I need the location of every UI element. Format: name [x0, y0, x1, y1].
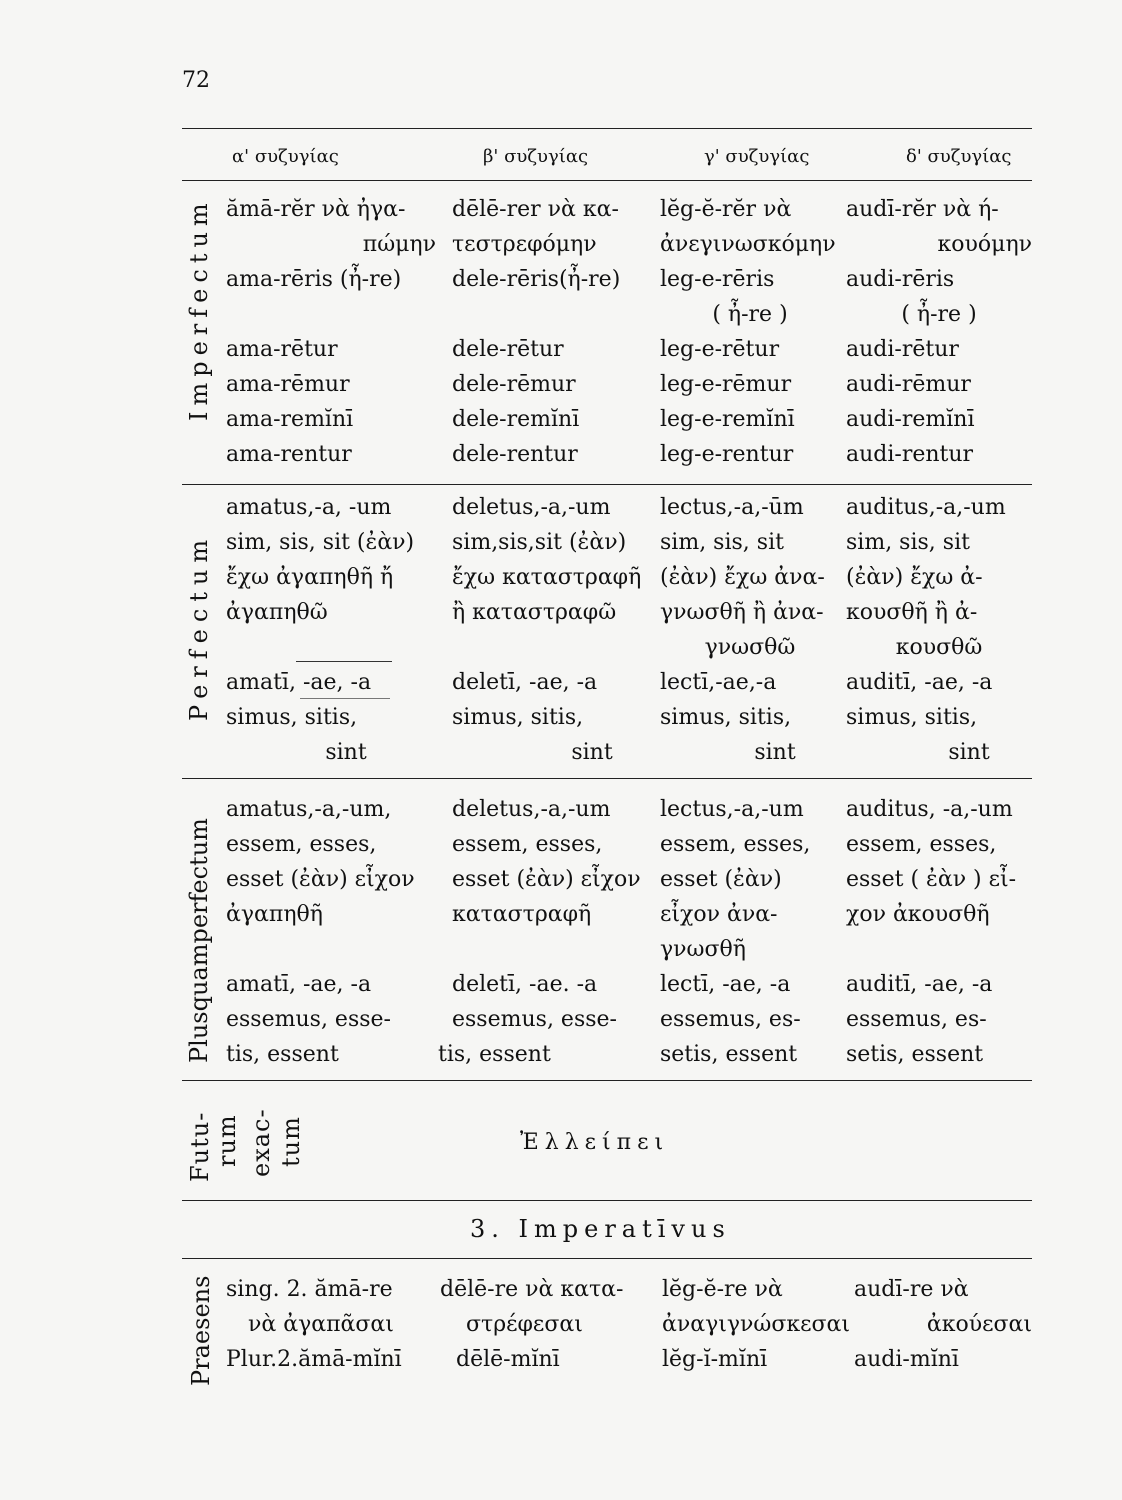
perfectum-col1 — [226, 490, 436, 770]
cell-line: amatus,-a,-um, — [226, 797, 392, 822]
imperfectum-col4 — [846, 192, 1032, 472]
cell-line: ἀκούεσαι — [926, 1312, 1032, 1337]
imperative-title: 3. Imperatīvus — [470, 1215, 731, 1243]
cell-line: lectī,-ae,-a — [660, 670, 777, 695]
cell-line: essem, esses, — [226, 832, 377, 857]
cell-line: ama-rēris (ἦ-re) — [226, 267, 402, 292]
label-tum: tum — [277, 1116, 305, 1167]
cell-line: sim, sis, sit (ἐὰν) — [226, 530, 415, 555]
cell-line: γνωσθῶ — [704, 635, 796, 660]
cell-line: audi-rētur — [846, 337, 959, 362]
cell-line: audi-remĭnī — [846, 407, 975, 432]
cell-line: ἔχω ἀγαπηθῆ ἤ — [226, 565, 394, 590]
rule-top — [182, 128, 1032, 129]
cell-line: deletus,-a,-um — [452, 495, 611, 520]
rule-futurum — [182, 1200, 1032, 1201]
cell-line: simus, sitis, — [226, 705, 358, 730]
cell-line: lĕg-ĕ-re νὰ — [662, 1277, 783, 1302]
label-praesens: Praesens — [187, 1275, 215, 1386]
cell-line: dele-rentur — [452, 442, 578, 467]
cell-line — [452, 297, 652, 332]
praesens-col2 — [440, 1272, 650, 1377]
cell-line: amatī, -ae, -a — [226, 972, 372, 997]
cell-line: dele-remĭnī — [452, 407, 580, 432]
cell-line: audi-rentur — [846, 442, 974, 467]
rule-perfectum — [182, 778, 1032, 779]
cell-line: essem, esses, — [846, 832, 997, 857]
cell-line: ἢ καταστραφῶ — [452, 600, 617, 625]
cell-line: (ἐὰν) ἔχω ἀνα- — [660, 565, 825, 590]
perfectum-col4 — [846, 490, 1032, 770]
rule-imperative — [182, 1258, 1032, 1259]
cell-line: deletus,-a,-um — [452, 797, 611, 822]
praesens-col1 — [226, 1272, 436, 1377]
cell-line: essem, esses, — [660, 832, 811, 857]
cell-line: ama-rētur — [226, 337, 338, 362]
header-col4: δ' συζυγίας — [906, 146, 1012, 167]
perfectum-col2 — [452, 490, 652, 770]
cell-line: lectus,-a,-ūm — [660, 495, 804, 520]
cell-line: dele-rētur — [452, 337, 564, 362]
cell-line: auditī, -ae, -a — [846, 670, 993, 695]
cell-line: essemus, esse- — [452, 1007, 617, 1032]
cell-line: tis, essent — [226, 1042, 339, 1067]
header-col2: β' συζυγίας — [483, 146, 589, 167]
cell-line: leg-e-rēmur — [660, 372, 792, 397]
cell-line: κουόμην — [937, 232, 1032, 257]
label-exac: exac- — [247, 1108, 275, 1177]
cell-line: dēlē-mĭnī — [456, 1347, 560, 1372]
cell-line: sing. 2. ămā-re — [226, 1277, 393, 1302]
cell-line: amatī, -ae, -a — [226, 670, 372, 695]
cell-line: esset (ἐὰν) εἶχον — [226, 867, 415, 892]
cell-line: audī-re νὰ — [854, 1277, 969, 1302]
cell-line: esset (ἐὰν) εἶχον — [452, 867, 641, 892]
cell-line: ămā-rĕr νὰ ἠγα- — [226, 197, 406, 222]
plusquam-col4 — [846, 792, 1032, 1072]
cell-line: esset ( ἐὰν ) εἶ- — [846, 867, 1017, 892]
cell-line: lectī, -ae, -a — [660, 972, 791, 997]
cell-line: τεστρεφόμην — [452, 232, 597, 257]
cell-line: deletī, -ae. -a — [452, 972, 598, 997]
cell-line: ama-rēmur — [226, 372, 350, 397]
cell-line: audi-rēris — [846, 267, 955, 292]
cell-line: leg-e-rētur — [660, 337, 780, 362]
cell-line: sint — [325, 740, 367, 765]
cell-line: χον ἀκουσθῆ — [846, 902, 990, 927]
cell-line: dele-rēmur — [452, 372, 576, 397]
cell-line: simus, sitis, — [846, 705, 978, 730]
cell-line: εἶχον ἀνα- — [660, 902, 778, 927]
cell-line: lĕg-ĕ-rĕr νὰ — [660, 197, 792, 222]
cell-line: ama-rentur — [226, 442, 352, 467]
page-number: 72 — [182, 68, 210, 93]
cell-line: leg-e-rēris — [660, 267, 775, 292]
cell-line: πώμην — [362, 232, 436, 257]
cell-line: leg-e-remĭnī — [660, 407, 795, 432]
plusquam-col2 — [438, 792, 652, 1072]
label-rum: rum — [213, 1114, 241, 1167]
cell-line: ἀγαπηθῶ — [226, 600, 328, 625]
cell-line: ἀναγιγνώσκεσαι — [662, 1312, 850, 1337]
cell-line: νὰ ἀγαπᾶσαι — [248, 1312, 394, 1337]
cell-line: Plur.2.ămā-mĭnī — [226, 1347, 402, 1372]
imperfectum-col3 — [660, 192, 840, 472]
cell-line: καταστραφῆ — [452, 902, 592, 927]
header-col1: α' συζυγίας — [232, 146, 339, 167]
cell-line: deletī, -ae, -a — [452, 670, 598, 695]
cell-line: κουσθῶ — [895, 635, 983, 660]
cell-line: lectus,-a,-um — [660, 797, 804, 822]
rule-plusquam — [182, 1080, 1032, 1081]
rule-header — [182, 180, 1032, 181]
cell-line: auditī, -ae, -a — [846, 972, 993, 997]
header-col3: γ' συζυγίας — [704, 146, 810, 167]
cell-line — [226, 630, 436, 665]
futurum-missing-text: Ἐλλείπει — [520, 1130, 670, 1155]
cell-line — [452, 630, 652, 665]
cell-line: sim,sis,sit (ἐὰν) — [452, 530, 627, 555]
cell-line: ( ἦ-re ) — [712, 302, 788, 327]
cell-line: lĕg-ĭ-mĭnī — [662, 1347, 768, 1372]
praesens-col3 — [662, 1272, 850, 1377]
cell-line: dele-rēris(ἦ-re) — [452, 267, 621, 292]
perfectum-col3 — [660, 490, 840, 770]
cell-line — [452, 932, 652, 967]
cell-line: ἀγαπηθῆ — [226, 902, 323, 927]
imperfectum-col2 — [452, 192, 652, 472]
rule-imperfectum — [182, 484, 1032, 485]
cell-line: essemus, es- — [846, 1007, 987, 1032]
label-plusquamperfectum: Plusquamperfectum — [185, 818, 213, 1063]
cell-line: ἀνεγινωσκόμην — [660, 232, 836, 257]
cell-line: audi-mĭnī — [854, 1347, 959, 1372]
cell-line: dēlē-re νὰ κατα- — [440, 1277, 624, 1302]
cell-line — [846, 932, 1032, 967]
cell-line: setis, essent — [846, 1042, 984, 1067]
cell-line: sint — [754, 740, 796, 765]
label-imperfectum: Imperfectum — [185, 197, 213, 421]
cell-line: auditus,-a,-um — [846, 495, 1006, 520]
cell-line: audi-rēmur — [846, 372, 971, 397]
cell-line: amatus,-a, -um — [226, 495, 392, 520]
cell-line: auditus, -a,-um — [846, 797, 1013, 822]
cell-line: γνωσθῆ ἢ ἀνα- — [660, 600, 824, 625]
cell-line — [226, 297, 436, 332]
cell-line: sim, sis, sit — [846, 530, 970, 555]
praesens-col4 — [848, 1272, 1032, 1377]
cell-line: leg-e-rentur — [660, 442, 794, 467]
cell-line: στρέφεσαι — [466, 1312, 583, 1337]
plusquam-col3 — [660, 792, 840, 1072]
imperfectum-col1 — [226, 192, 436, 472]
cell-line: ἔχω καταστραφῆ — [452, 565, 642, 590]
label-futu: Futu- — [186, 1111, 214, 1182]
cell-line: simus, sitis, — [452, 705, 584, 730]
cell-line: κουσθῆ ἢ ἀ- — [846, 600, 978, 625]
cell-line: simus, sitis, — [660, 705, 792, 730]
cell-line: (ἐὰν) ἔχω ἀ- — [846, 565, 983, 590]
cell-line: esset (ἐὰν) — [660, 867, 782, 892]
cell-line: γνωσθῆ — [660, 937, 746, 962]
cell-line: sint — [948, 740, 990, 765]
cell-line: setis, essent — [660, 1042, 798, 1067]
cell-line: ama-remĭnī — [226, 407, 354, 432]
plusquam-col1 — [226, 792, 436, 1072]
label-perfectum: Perfectum — [185, 532, 213, 721]
cell-line: dēlē-rer νὰ κα- — [452, 197, 619, 222]
cell-line: audī-rĕr νὰ ή- — [846, 197, 999, 222]
cell-line: essem, esses, — [452, 832, 603, 857]
cell-line — [226, 932, 436, 967]
cell-line: tis, essent — [438, 1042, 551, 1067]
cell-line: essemus, esse- — [226, 1007, 391, 1032]
cell-line: ( ἦ-re ) — [901, 302, 977, 327]
cell-line: sint — [571, 740, 613, 765]
cell-line: sim, sis, sit — [660, 530, 784, 555]
cell-line: essemus, es- — [660, 1007, 801, 1032]
